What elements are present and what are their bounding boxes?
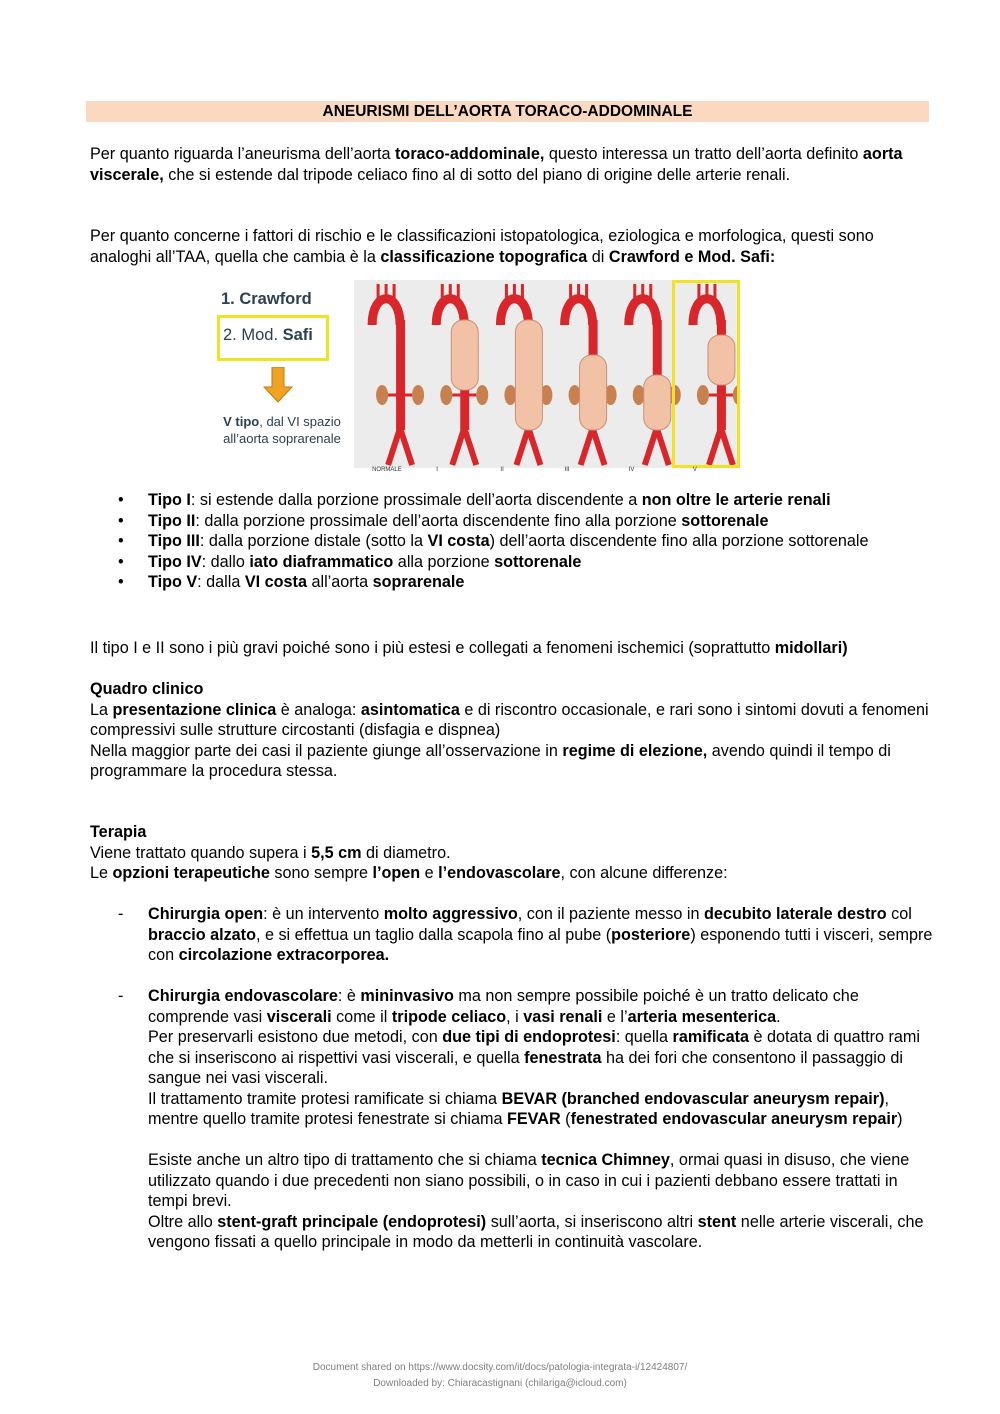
footer-downloaded: Downloaded by: Chiaracastignani (chilariga@icloud.com) [373,1378,627,1389]
type-v-note: V tipo, dal VI spazio all’aorta soprarenale [223,414,341,446]
iliac-arteries [516,428,540,465]
endo-paragraph-2: Per preservarli esistono due metodi, con due tipi di endoprotesi: quella ramificata è dotata di quattro rami che si inseriscono ai rispettivi vasi viscerali, e quella fenestrata ha dei fori che consentono il passaggio di sangue nei vasi viscerali. [148,1028,920,1087]
iliac-arteries [452,428,476,465]
panel-label: II [500,467,504,473]
quadro-paragraph-1: La presentazione clinica è analoga: asintomatica e di riscontro occasionale, e rari sono i sintomi dovuti a fenomeni compressivi sulle strutture circostanti (disfagia e dispnea) [90,700,929,739]
kidney-left [569,385,581,405]
gravity-paragraph: Il tipo I e II sono i più gravi poiché sono i più estesi e collegati a fenomeni ischemici (soprattutto midollari) [90,639,848,657]
type-v-highlight [672,280,740,468]
kidney-left [504,385,516,405]
kidney-right [476,385,488,405]
kidney-right [412,385,424,405]
section-heading: Terapia [90,823,147,841]
intro-paragraph: Per quanto riguarda l’aneurisma dell’aorta toraco-addominale, questo interessa un tratto dell’aorta definito aorta viscerale, che si estende dal tripode celiaco fino al di sotto del piano di origine delle arterie renali. [90,145,903,184]
terapia-section [90,822,935,884]
aneurysm-segment [451,320,478,390]
aortic-arch [372,299,400,325]
aneurysm-segment [515,320,542,430]
arrow-down-icon [263,367,293,403]
section-heading: Quadro clinico [90,680,204,698]
quadro-clinico-section [90,679,935,782]
list-item: • Tipo V: dalla VI costa all’aorta soprarenale [148,572,978,593]
panel-label: NORMALE [372,467,402,473]
endo-paragraph-4: Esiste anche un altro tipo di trattamento che si chiama tecnica Chimney, ormai quasi in disuso, che viene utilizzato quando i due precedenti non siano possibili, o in caso in cui i pazienti debbano essere trattati in tempi brevi. [148,1151,910,1210]
crawford-classification-figure [215,277,742,471]
legend-safi: 2. Mod. Safi [223,326,313,344]
terapia-line-1: Viene trattato quando supera i 5,5 cm di diametro. [90,843,451,862]
footer-shared: Document shared on https://www.docsity.com/it/docs/patologia-integrata-i/12424807/ [312,1362,688,1373]
classification-paragraph: Per quanto concerne i fattori di rischio e le classificazioni istopatologica, eziologica e morfologica, questi sono analoghi all’TAA, quella che cambia è la classificazione topografica di Crawford e Mod. Safi: [90,227,874,266]
crawford-types-list [90,490,978,593]
endo-paragraph-1: Chirurgia endovascolare: è mininvasivo ma non sempre possibile poiché è un tratto delicato che comprende vasi viscerali come il tripode celiaco, i vasi renali e l’arteria mesenterica. [148,987,859,1026]
endo-paragraph-3: Il trattamento tramite protesi ramificate si chiama BEVAR (branched endovascular aneurysm repair), mentre quello tramite protesi fenestrate si chiama FEVAR (fenestrated endovascular aneurysm repair) [148,1089,903,1128]
panel-label: I [436,467,438,473]
aneurysm-segment [644,375,671,430]
open-surgery-item: - Chirurgia open: è un intervento molto aggressivo, con il paziente messo in decubito laterale destro col braccio alzato, e si effettua un taglio dalla scapola fino al pube (posteriore) esponendo tutti i visceri, sempre con circolazione extracorporea. [118,905,933,964]
kidney-left [633,385,645,405]
list-item: • Tipo I: si estende dalla porzione prossimale dell’aorta discendente a non oltre le arterie renali [148,490,978,511]
aortic-arch [565,299,593,325]
aneurysm-segment [580,355,607,430]
quadro-paragraph-2: Nella maggior parte dei casi il paziente giunge all’osservazione in regime di elezione, avendo quindi il tempo di programmare la procedura stessa. [90,741,891,780]
list-item: • Tipo III: dalla porzione distale (sotto la VI costa) dell’aorta discendente fino alla porzione sottorenale [148,531,978,552]
endo-paragraph-5: Oltre allo stent-graft principale (endoprotesi) sull’aorta, si inseriscono altri stent nelle arterie viscerali, che vengono fissati a quello principale in modo da metterli in continuità vascolare. [148,1212,924,1251]
page-title: ANEURISMI DELL’AORTA TORACO-ADDOMINALE [86,101,929,122]
iliac-arteries [645,428,669,465]
terapia-line-2: Le opzioni terapeutiche sono sempre l’open e l’endovascolare, con alcune differenze: [90,864,728,882]
panel-label: V [692,467,697,473]
aortic-arch [629,299,657,325]
kidney-left [376,385,388,405]
panel-label: III [564,467,570,473]
endovascular-surgery-item: - Chirurgia endovascolare: è mininvasivo ma non sempre possibile poiché è un tratto delicato che comprende vasi viscerali come il tripode celiaco, i vasi renali e l’arteria mesenterica. Per preservarli esistono due metodi, con due tipi di endoprotesi: quella ramificata è dotata di quattro rami che si inseriscono ai rispettivi vasi viscerali, e quella fenestrata ha dei fori che consentono il passaggio di sangue nei vasi viscerali. Il trattamento tramite protesi ramificate si chiama BEVAR (branched endovascular aneurysm repair), mentre quello tramite protesi fenestrate si chiama FEVAR (fenestrated endovascular aneurysm repair) Esiste anche un altro tipo di trattamento che si chiama tecnica Chimney, ormai quasi in disuso, che viene utilizzato quando i due precedenti non siano possibili, o in caso in cui i pazienti debbano essere trattati in tempi brevi. Oltre allo stent-graft principale (endoprotesi) sull’aorta, si inseriscono altri stent nelle arterie viscerali, che vengono fissati a quello principale in modo da metterli in continuità vascolare. [148,986,938,1253]
legend-crawford: 1. Crawford [221,290,312,308]
descending-aorta [396,320,405,430]
kidney-left [440,385,452,405]
list-item: • Tipo IV: dallo iato diaframmatico alla porzione sottorenale [148,552,978,573]
panel-label: IV [628,467,635,473]
iliac-arteries [581,428,605,465]
list-item: • Tipo II: dalla porzione prossimale dell’aorta discendente fino alla porzione sottorenale [148,511,978,532]
